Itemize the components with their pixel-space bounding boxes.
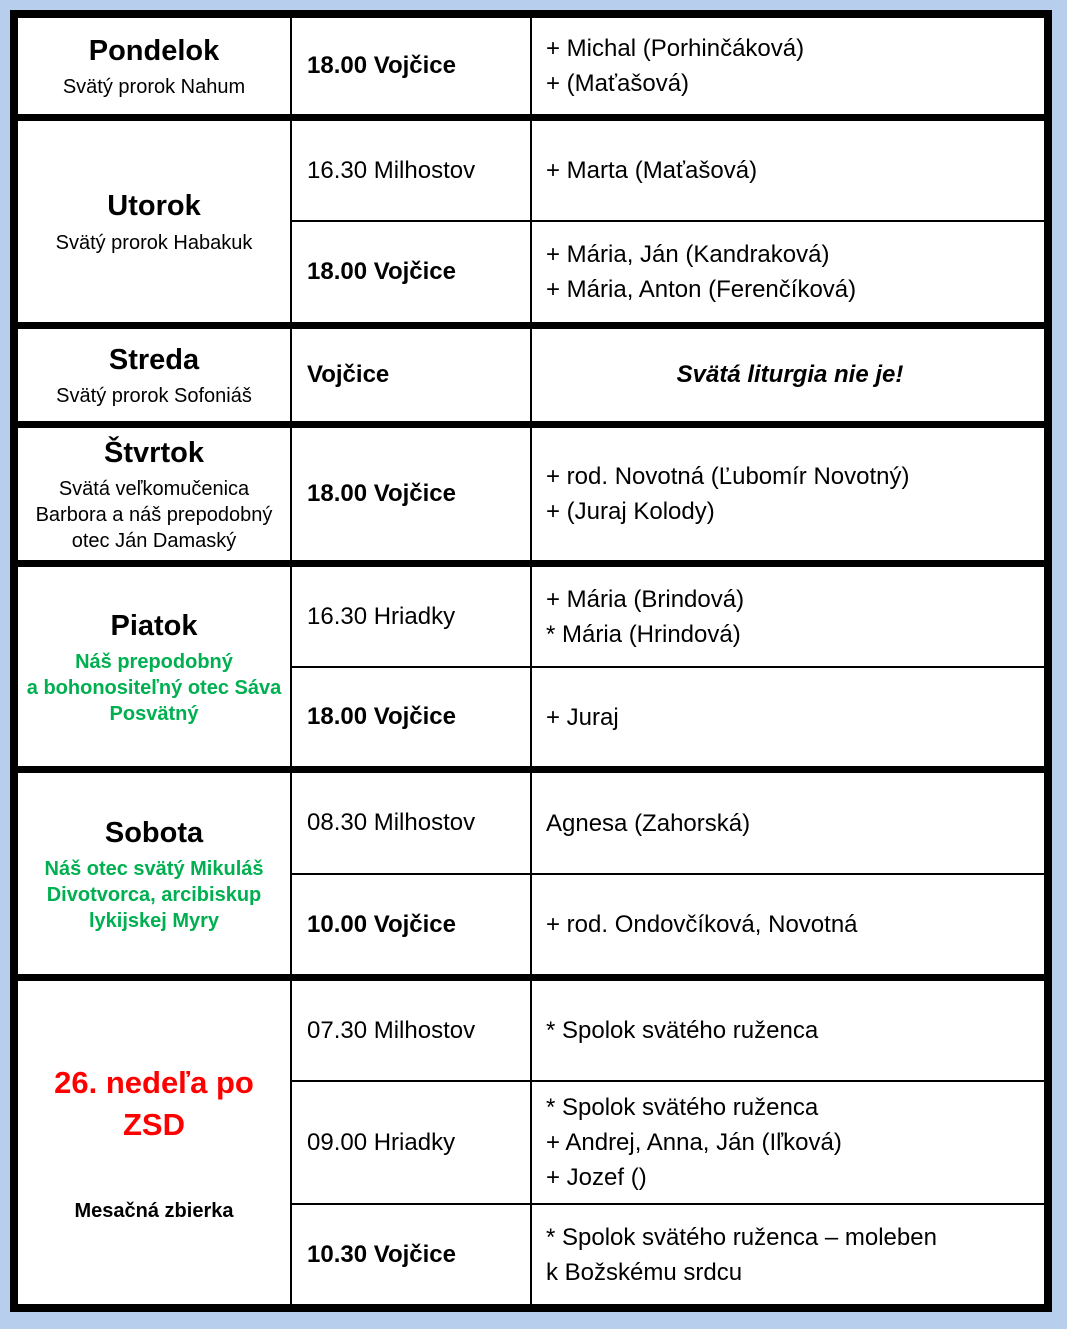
day-cell-stvrtok bbox=[18, 428, 292, 560]
time-place-cell: Vojčice bbox=[292, 329, 532, 421]
day-cell-piatok bbox=[18, 567, 292, 766]
intention-line: * Mária (Hrindová) bbox=[546, 620, 741, 648]
services-pondelok bbox=[292, 18, 1044, 114]
feast-description bbox=[36, 476, 273, 554]
service-row bbox=[292, 329, 1044, 421]
intention-cell bbox=[532, 1082, 1044, 1203]
intention-line: + Mária, Ján (Kandraková) bbox=[546, 240, 830, 268]
services-streda bbox=[292, 329, 1044, 421]
day-name bbox=[54, 1062, 254, 1146]
feast-line: a bohonositeľný otec Sáva bbox=[26, 676, 282, 699]
feast-description bbox=[56, 230, 253, 256]
time-place-cell: 18.00 Vojčice bbox=[292, 668, 532, 766]
service-row bbox=[292, 666, 1044, 766]
day-name: Štvrtok bbox=[104, 437, 204, 469]
intention-cell bbox=[532, 121, 1044, 220]
intention-cell bbox=[532, 18, 1044, 114]
service-row bbox=[292, 873, 1044, 974]
day-row-piatok bbox=[18, 560, 1044, 766]
no-liturgy-note bbox=[532, 329, 1044, 421]
time-place-cell: 18.00 Vojčice bbox=[292, 428, 532, 560]
service-row bbox=[292, 220, 1044, 322]
feast-description bbox=[45, 856, 264, 934]
intention-line: + Michal (Porhinčáková) bbox=[546, 34, 805, 62]
time-place-cell: 07.30 Milhostov bbox=[292, 981, 532, 1080]
intention-cell bbox=[532, 222, 1044, 322]
intention-line: Svätá liturgia nie je! bbox=[676, 361, 904, 389]
day-name-line: ZSD bbox=[122, 1106, 185, 1142]
intention-line: + Andrej, Anna, Ján (Iľková) bbox=[546, 1129, 842, 1157]
service-row bbox=[292, 1080, 1044, 1203]
intention-line: + (Maťašová) bbox=[546, 70, 690, 97]
feast-line: otec Ján Damaský bbox=[71, 530, 237, 553]
day-row-sobota bbox=[18, 766, 1044, 974]
service-row bbox=[292, 981, 1044, 1080]
services-sobota bbox=[292, 773, 1044, 974]
service-row bbox=[292, 1203, 1044, 1304]
service-row bbox=[292, 428, 1044, 560]
feast-description bbox=[63, 74, 245, 100]
day-cell-utorok bbox=[18, 121, 292, 322]
day-name: Pondelok bbox=[88, 34, 220, 67]
day-row-nedela bbox=[18, 974, 1044, 1304]
day-name: Utorok bbox=[107, 190, 201, 223]
feast-line: Barbora a náš prepodobný bbox=[35, 504, 273, 527]
feast-line: Svätá veľkomučenica bbox=[58, 478, 250, 501]
day-row-utorok bbox=[18, 114, 1044, 322]
intention-cell bbox=[532, 567, 1044, 666]
day-cell-nedela bbox=[18, 981, 292, 1304]
services-piatok bbox=[292, 567, 1044, 766]
time-place-cell: 18.00 Vojčice bbox=[292, 18, 532, 114]
feast-description bbox=[56, 383, 252, 409]
feast-line: Svätý prorok Sofoniáš bbox=[56, 385, 252, 408]
services-stvrtok bbox=[292, 428, 1044, 560]
intention-cell bbox=[532, 773, 1044, 873]
time-place-cell: 09.00 Hriadky bbox=[292, 1082, 532, 1203]
intention-line: * Spolok svätého ruženca bbox=[546, 1094, 819, 1122]
feast-line: lykijskej Myry bbox=[88, 909, 220, 932]
day-name: Sobota bbox=[104, 816, 204, 849]
intention-cell bbox=[532, 428, 1044, 560]
feast-line: Náš prepodobný bbox=[75, 650, 233, 673]
feast-line: Divotvorca, arcibiskup bbox=[46, 883, 262, 906]
day-name: Streda bbox=[108, 343, 200, 376]
time-place-cell: 08.30 Milhostov bbox=[292, 773, 532, 873]
intention-cell bbox=[532, 981, 1044, 1080]
day-row-streda bbox=[18, 322, 1044, 421]
intention-line: + Marta (Maťašová) bbox=[546, 156, 758, 184]
intention-cell bbox=[532, 668, 1044, 766]
intention-line: + Jozef () bbox=[546, 1164, 647, 1192]
liturgical-schedule-table bbox=[10, 10, 1052, 1312]
time-place-cell: 16.30 Hriadky bbox=[292, 567, 532, 666]
service-row bbox=[292, 773, 1044, 873]
day-row-pondelok bbox=[18, 18, 1044, 114]
feast-line: Mesačná zbierka bbox=[74, 1199, 234, 1222]
intention-cell bbox=[532, 1205, 1044, 1304]
collection-note bbox=[75, 1198, 234, 1224]
day-cell-sobota bbox=[18, 773, 292, 974]
intention-line: k Božskému srdcu bbox=[546, 1258, 743, 1286]
service-row bbox=[292, 567, 1044, 666]
time-place-cell: 16.30 Milhostov bbox=[292, 121, 532, 220]
intention-line: + rod. Ondovčíková, Novotná bbox=[546, 911, 858, 939]
intention-line: + rod. Novotná (Ľubomír Novotný) bbox=[546, 463, 910, 491]
time-place-cell: 10.00 Vojčice bbox=[292, 875, 532, 974]
feast-line: Posvätný bbox=[109, 702, 199, 725]
intention-line: + Mária, Anton (Ferenčíková) bbox=[546, 276, 857, 303]
time-place-cell: 10.30 Vojčice bbox=[292, 1205, 532, 1304]
day-name: Piatok bbox=[110, 609, 198, 642]
service-row bbox=[292, 121, 1044, 220]
services-utorok bbox=[292, 121, 1044, 322]
day-cell-pondelok bbox=[18, 18, 292, 114]
services-nedela bbox=[292, 981, 1044, 1304]
intention-line: * Spolok svätého ruženca bbox=[546, 1017, 819, 1045]
intention-cell bbox=[532, 875, 1044, 974]
feast-line: Svätý prorok Nahum bbox=[62, 76, 246, 99]
service-row bbox=[292, 18, 1044, 114]
intention-line: Agnesa (Zahorská) bbox=[546, 809, 751, 837]
feast-line: Svätý prorok Habakuk bbox=[55, 231, 253, 254]
time-place-cell: 18.00 Vojčice bbox=[292, 222, 532, 322]
feast-description bbox=[27, 649, 281, 727]
intention-line: + (Juraj Kolody) bbox=[546, 498, 715, 526]
intention-line: + Juraj bbox=[546, 703, 619, 731]
day-cell-streda bbox=[18, 329, 292, 421]
feast-line: Náš otec svätý Mikuláš bbox=[44, 857, 264, 880]
intention-line: + Mária (Brindová) bbox=[546, 585, 745, 613]
intention-line: * Spolok svätého ruženca – moleben bbox=[546, 1223, 937, 1251]
day-name-line: 26. nedeľa po bbox=[54, 1064, 254, 1100]
day-row-stvrtok bbox=[18, 421, 1044, 560]
